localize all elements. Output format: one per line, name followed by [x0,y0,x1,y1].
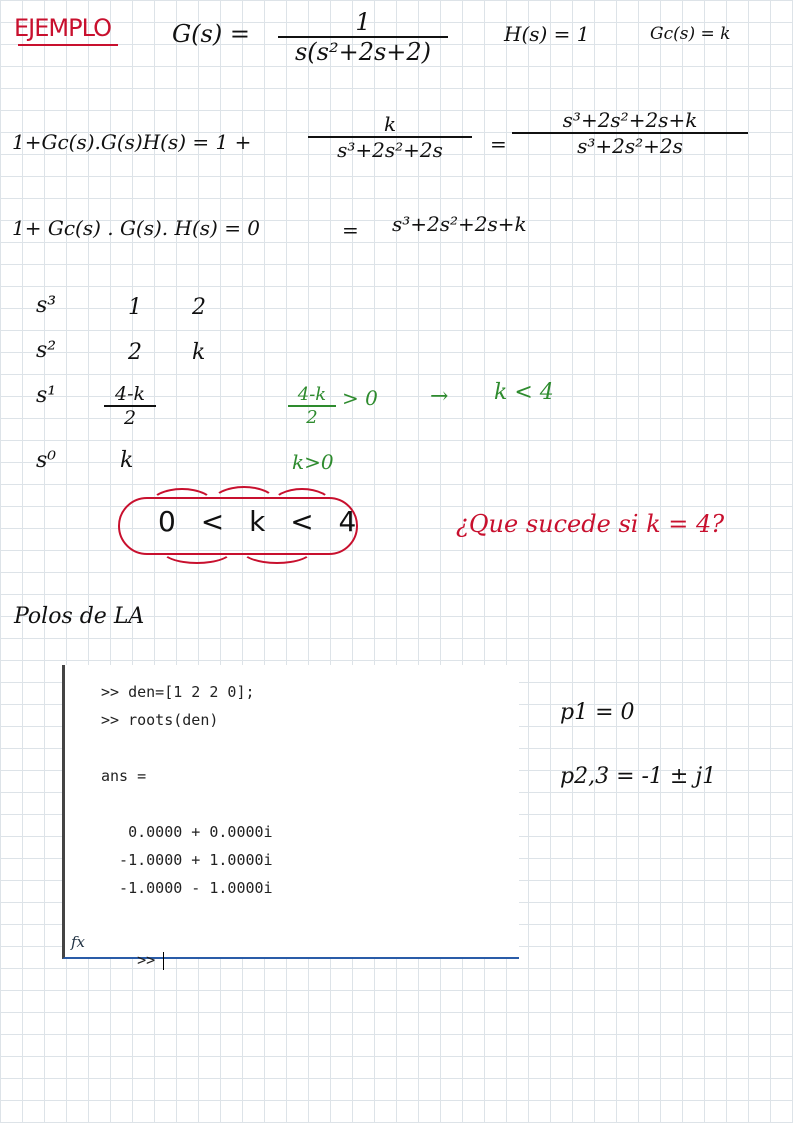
char-eq-zero-rhs: s³+2s²+2s+k [392,212,527,236]
condition-1-relation: > 0 [342,386,378,410]
routh-s1-c1 [104,383,156,429]
condition-1-fraction [288,384,336,428]
condition-1-numerator: 4-k [297,384,327,405]
console-prompt[interactable] [101,933,164,988]
fraction-1-numerator: k [383,112,397,136]
routh-power-s0: s⁰ [36,448,57,473]
condition-2: k>0 [292,450,334,474]
fx-icon[interactable]: fx [71,933,86,951]
routh-s1-denominator: 2 [123,407,137,429]
h-label: H(s) = 1 [504,22,590,46]
fraction-2-denominator: s³+2s²+2s [577,134,683,158]
char-eq-equals: = [490,132,507,156]
char-eq-lhs: 1+Gc(s).G(s)H(s) = 1 + [12,130,252,154]
char-eq-zero-equals: = [342,218,359,242]
routh-s2-c1: 2 [128,340,142,365]
prompt-symbol: >> [137,951,156,969]
question-text: ¿Que sucede si k = 4? [456,510,725,538]
char-eq-fraction-2 [512,108,748,158]
routh-power-s2: s² [36,338,57,363]
example-title: EJEMPLO [14,14,111,42]
console-line-6: -1.0000 - 1.0000i [101,879,273,897]
condition-1-result: k < 4 [494,380,554,405]
g-denominator: s(s²+2s+2) [294,38,432,66]
console-line-5: -1.0000 + 1.0000i [101,851,273,869]
console-line-3: ans = [101,767,147,785]
cloud-bump [240,534,314,564]
arrow-icon: → [430,384,449,409]
routh-s3-c2: 2 [192,295,206,320]
routh-s2-c2: k [192,340,206,365]
g-label: G(s) = [172,20,250,48]
char-eq-zero-lhs: 1+ Gc(s) . G(s). H(s) = 0 [12,216,261,240]
cloud-bump [160,534,234,564]
g-numerator: 1 [355,8,371,36]
routh-power-s1: s¹ [36,383,57,408]
g-fraction [278,8,448,66]
title-underline [18,44,118,46]
stability-range: 0 < k < 4 [158,505,365,538]
console-line-2: >> roots(den) [101,711,219,729]
console-line-1: >> den=[1 2 2 0]; [101,683,255,701]
routh-s0-c1: k [120,448,134,473]
gc-label: Gc(s) = k [650,24,731,44]
char-eq-fraction-1 [308,112,472,162]
routh-power-s3: s³ [36,293,57,318]
text-cursor [163,952,164,970]
fraction-2-numerator: s³+2s²+2s+k [562,108,698,132]
poles-title: Polos de LA [14,604,145,629]
pole-1: p1 = 0 [560,700,635,725]
routh-s3-c1: 1 [128,295,142,320]
pole-2-3: p2,3 = -1 ± j1 [560,764,717,789]
console-line-4: 0.0000 + 0.0000i [101,823,273,841]
fraction-1-denominator: s³+2s²+2s [337,138,443,162]
matlab-console [62,665,519,969]
routh-s1-numerator: 4-k [114,383,146,405]
condition-1-denominator: 2 [306,407,318,428]
